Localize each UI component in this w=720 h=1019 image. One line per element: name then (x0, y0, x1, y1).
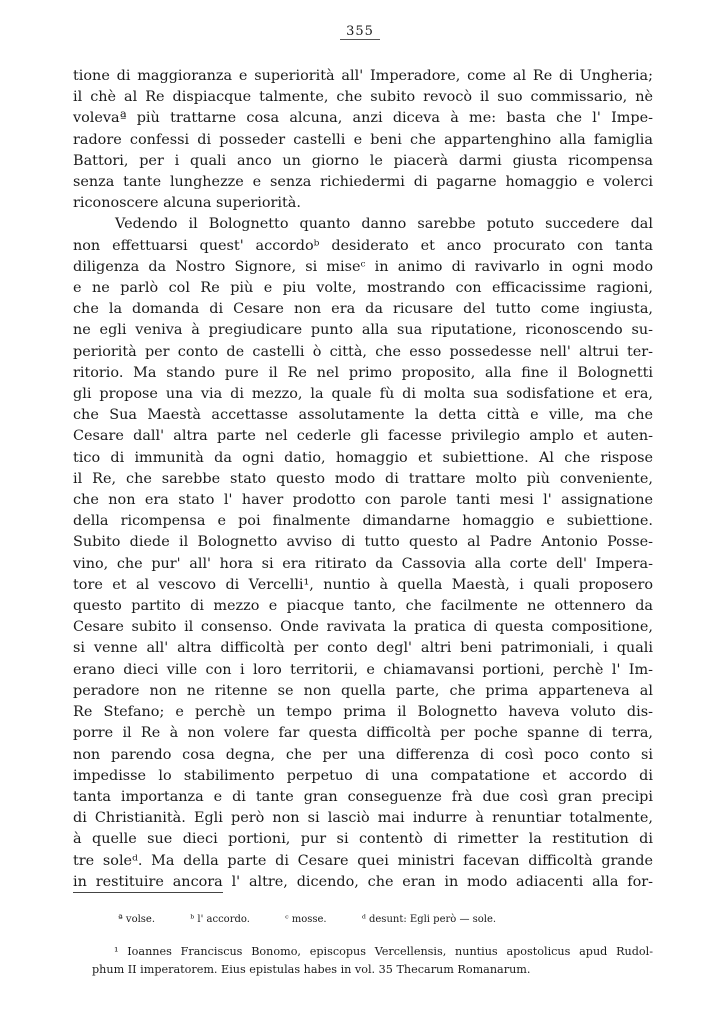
text-line: Re Stefano; e perchè un tempo prima il Bolognetto haveva voluto dis- (73, 704, 653, 721)
text-line: tre soleᵈ. Ma della parte di Cesare quei ministri facevan difficoltà grande (73, 852, 653, 869)
page-number: 355 (0, 24, 720, 39)
text-line: gli propose una via di mezzo, la quale fù di molta sua sodisfatione et era, (73, 386, 653, 403)
text-line: della ricompensa e poi finalmente dimandarne homaggio e subiettione. (73, 513, 653, 530)
text-line: che la domanda di Cesare non era da ricusare del tutto come ingiusta, (73, 301, 653, 318)
text-line: volevaª più trattarne cosa alcuna, anzi diceva à me: basta che l' Impe- (73, 110, 653, 127)
variant-notes (118, 913, 638, 927)
text-line: ritorio. Ma stando pure il Re nel primo proposito, alla fine il Bolognetti (73, 364, 653, 381)
text-line: periorità per conto de castelli ò città, che esso possedesse nell' altrui ter- (73, 343, 653, 360)
text-line: senza tante lunghezze e senza richiedermi di pagarne homaggio e volerci (73, 174, 653, 191)
text-line: questo partito di mezzo e piacque tanto, che facilmente ne ottennero da (73, 598, 653, 615)
text-line: tanta importanza e di tante gran conseguenze frà due così gran precipi (73, 788, 653, 805)
text-line: il chè al Re dispiacque talmente, che subito revocò il suo commissario, nè (73, 89, 653, 106)
text-line: riconoscere alcuna superiorità. (73, 195, 301, 212)
footnote-divider (73, 892, 223, 893)
variant-note: ᶜ mosse. (285, 914, 327, 925)
text-line: che Sua Maestà accettasse assolutamente la detta città e ville, ma che (73, 407, 653, 424)
text-line: tione di maggioranza e superiorità all' Imperadore, come al Re di Ungheria; (73, 68, 653, 84)
text-line: Battori, per i quali anco un giorno le piacerà darmi giusta ricompensa (73, 152, 653, 169)
text-line: in restituire ancora l' altre, dicendo, che eran in modo adiacenti alla for- (73, 873, 653, 890)
variant-note: ᵇ l' accordo. (190, 914, 250, 925)
text-line: si venne all' altra difficoltà per conto degl' altri beni patrimoniali, i quali (73, 640, 653, 657)
text-line: tore et al vescovo di Vercelli¹, nuntio à quella Maestà, i quali proposero (73, 576, 653, 593)
text-line: Cesare subito il consenso. Onde ravivata la pratica di questa compositione, (73, 619, 653, 636)
text-line: vino, che pur' all' hora si era ritirato da Cassovia alla corte dell' Impera- (73, 555, 653, 572)
variant-note: ᵈ desunt: Egli però — sole. (361, 914, 497, 925)
text-line: che non era stato l' haver prodotto con parole tanti mesi l' assignatione (73, 492, 653, 509)
main-text (73, 66, 653, 893)
text-line: radore confessi di posseder castelli e beni che appartenghino alla famiglia (73, 131, 653, 148)
text-line: diligenza da Nostro Signore, si miseᶜ in animo di ravivarlo in ogni modo (73, 258, 653, 275)
text-line: Subito diede il Bolognetto avviso di tutto questo al Padre Antonio Posse- (73, 534, 653, 551)
footnote-line: ¹ Ioannes Franciscus Bonomo, episcopus Vercellensis, nuntius apostolicus apud Rudol- (114, 945, 653, 958)
text-line: di Christianità. Egli però non si lasciò mai indurre à renuntiar totalmente, (73, 810, 653, 827)
text-line: non parendo cosa degna, che per una differenza di così poco conto si (73, 746, 653, 763)
text-line: porre il Re à non volere far questa difficoltà per poche spanne di terra, (73, 725, 653, 742)
footnote (92, 943, 653, 979)
variant-note: ª volse. (118, 914, 156, 925)
text-line: erano dieci ville con i loro territorii, e chiamavansi portioni, perchè l' Im- (73, 661, 653, 678)
footnote-line: phum II imperatorem. Eius epistulas habes in vol. 35 Thecarum Romanarum. (92, 963, 531, 976)
text-line: peradore non ne ritenne se non quella parte, che prima apparteneva al (73, 682, 653, 699)
text-line: impedisse lo stabilimento perpetuo di una compatatione et accordo di (73, 767, 653, 784)
text-line: tico di immunità da ogni datio, homaggio et subiettione. Al che rispose (73, 449, 653, 466)
text-line: e ne parlò col Re più e piu volte, mostrando con efficacissime ragioni, (73, 280, 653, 297)
text-line: à quelle sue dieci portioni, pur si contentò di rimetter la restitution di (73, 831, 653, 848)
text-line: ne egli veniva à pregiudicare punto alla sua riputatione, riconoscendo su- (73, 322, 653, 339)
text-line: non effettuarsi quest' accordoᵇ desiderato et anco procurato con tanta (73, 237, 653, 254)
text-line: Vedendo il Bolognetto quanto danno sarebbe potuto succedere dal (115, 216, 653, 233)
text-line: il Re, che sarebbe stato questo modo di trattare molto più conveniente, (73, 470, 653, 487)
text-line: Cesare dall' altra parte nel cederle gli facesse privilegio amplo et auten- (73, 428, 653, 445)
